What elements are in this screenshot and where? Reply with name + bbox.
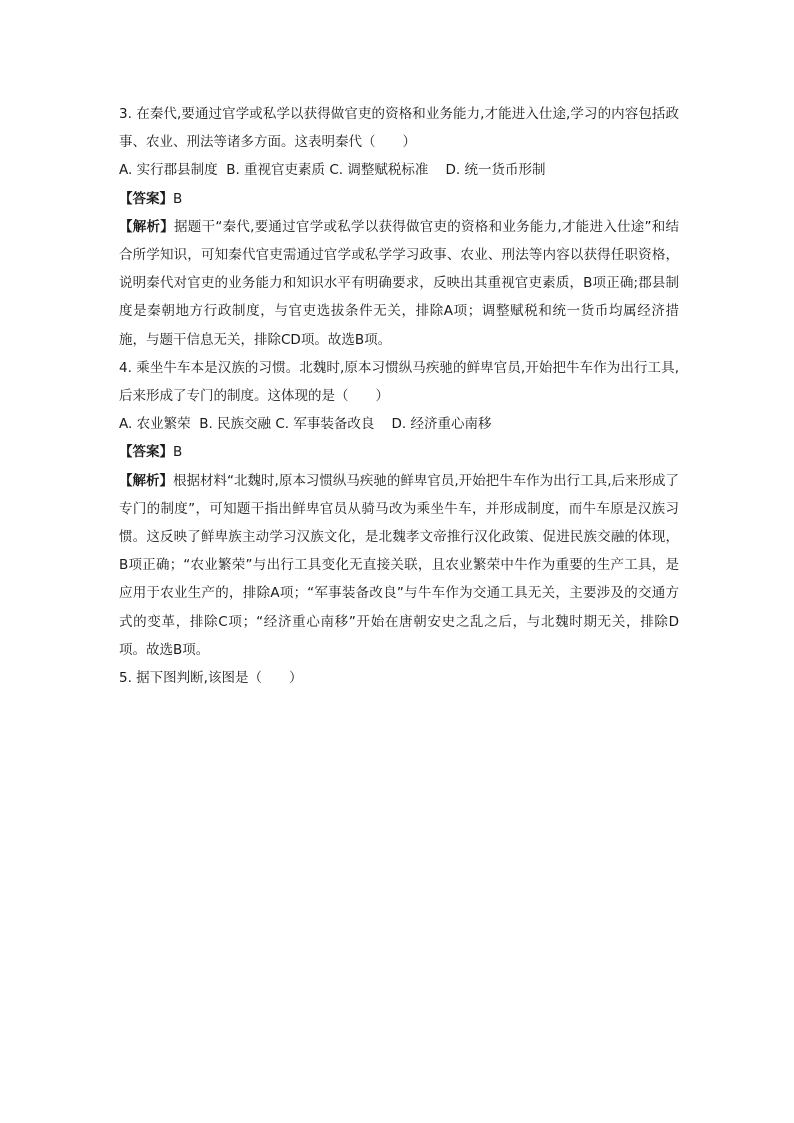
question-3-options — [119, 156, 679, 184]
question-3-analysis-label: 【解析】 — [119, 218, 175, 235]
question-3-answer — [119, 185, 679, 213]
question-3-option-a: A. 实行郡县制度 — [119, 162, 218, 179]
question-4-stem: 4. 乘坐牛车本是汉族的习惯。北魏时,原本习惯纵马疾驰的鲜卑官员,开始把牛车作为出行工具,后来形成了专门的制度。这体现的是（ ） — [119, 359, 679, 405]
question-4-option-c: C. 军事装备改良 — [275, 416, 375, 433]
question-3-answer-value: B — [173, 190, 183, 207]
question-3-answer-label: 【答案】 — [119, 190, 173, 207]
question-3-analysis-text: 据题干“秦代,要通过官学或私学以获得做官吏的资格和业务能力,才能进入仕途”和结合所学知识，可知秦代官吏需通过官学或私学学习政事、农业、刑法等内容以获得任职资格，说明秦代对官吏的业务能力和知识水平有明确要求，反映出其重视官吏素质，B项正确;郡县制度是秦朝地方行政制度，与官吏选拔条件无关，排除A项；调整赋税和统一货币均属经济措施，与题干信息无关，排除CD项。故选B项。 — [119, 218, 679, 348]
question-4-analysis-text: 根据材料“北魏时,原本习惯纵马疾驰的鲜卑官员,开始把牛车作为出行工具,后来形成了专门的制度”，可知题干指出鲜卑官员从骑马改为乘坐牛车，并形成制度，而牛车原是汉族习惯。这反映了鲜卑族主动学习汉族文化，是北魏孝文帝推行汉化政策、促进民族交融的体现，B项正确；“农业繁荣”与出行工具变化无直接关联，且农业繁荣中牛作为重要的生产工具，是应用于农业生产的，排除A项；“军事装备改良”与牛车作为交通工具无关，主要涉及的交通方式的变革，排除C项；“经济重心南移”开始在唐朝安史之乱之后，与北魏时期无关，排除D项。故选B项。 — [119, 472, 679, 658]
question-4-analysis — [119, 467, 679, 664]
question-3-option-d: D. 统一货币形制 — [445, 162, 546, 179]
question-4-answer — [119, 438, 679, 466]
question-3-option-c: C. 调整赋税标准 — [329, 162, 429, 179]
question-3-stem: 3. 在秦代,要通过官学或私学以获得做官吏的资格和业务能力,才能进入仕途,学习的内容包括政事、农业、刑法等诸多方面。这表明秦代（ ） — [119, 106, 679, 151]
question-3-option-b: B. 重视官吏素质 — [226, 162, 326, 179]
question-4-answer-value: B — [173, 444, 183, 461]
question-4-answer-label: 【答案】 — [119, 444, 173, 461]
question-4-option-b: B. 民族交融 — [199, 416, 272, 433]
document-content — [119, 100, 679, 692]
question-4-option-a: A. 农业繁荣 — [119, 416, 191, 433]
question-4-option-d: D. 经济重心南移 — [391, 416, 492, 433]
question-3-analysis — [119, 213, 679, 354]
question-4-analysis-label: 【解析】 — [119, 472, 174, 489]
question-4-options — [119, 410, 679, 438]
question-5-stem: 5. 据下图判断,该图是（ ） — [119, 670, 303, 687]
